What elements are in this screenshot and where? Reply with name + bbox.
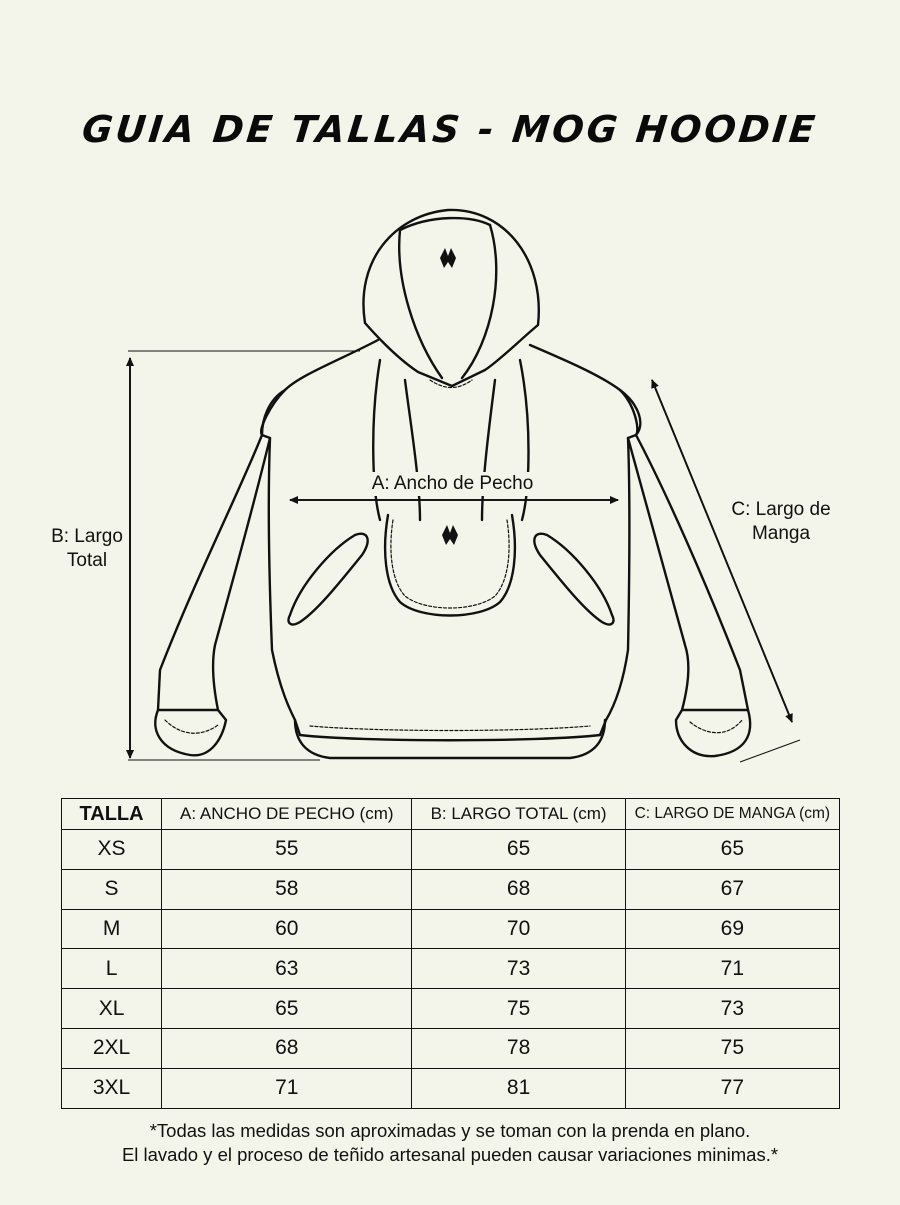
cell-chest: 65 <box>162 989 412 1029</box>
length-label-line1: B: Largo <box>51 526 123 547</box>
cell-size: M <box>62 909 162 949</box>
table-row <box>62 830 840 870</box>
cell-chest: 68 <box>162 1028 412 1068</box>
table-row <box>62 949 840 989</box>
cell-sleeve: 77 <box>625 1068 839 1108</box>
cell-chest: 58 <box>162 869 412 909</box>
table-row <box>62 909 840 949</box>
table-row <box>62 1068 840 1108</box>
kangaroo-pocket <box>385 515 515 616</box>
footnote-line2: El lavado y el proceso de teñido artesanal pueden causar variaciones minimas.* <box>121 1144 779 1165</box>
header-sleeve: C: LARGO DE MANGA (cm) <box>625 799 839 830</box>
page-title: GUIA DE TALLAS - MOG HOODIE <box>80 108 820 151</box>
cell-chest: 63 <box>162 949 412 989</box>
cell-size: XL <box>62 989 162 1029</box>
cell-length: 70 <box>412 909 625 949</box>
table-row <box>62 869 840 909</box>
footnote-line1: *Todas las medidas son aproximadas y se toman con la prenda en plano. <box>149 1120 751 1141</box>
right-pocket <box>534 534 613 625</box>
left-cuff <box>155 710 226 755</box>
cell-length: 68 <box>412 869 625 909</box>
size-table <box>61 798 840 1109</box>
cell-length: 73 <box>412 949 625 989</box>
cell-sleeve: 67 <box>625 869 839 909</box>
header-size: TALLA <box>62 799 162 830</box>
cell-size: 3XL <box>62 1068 162 1108</box>
hood-opening <box>399 225 496 378</box>
sleeve-label-line2: Manga <box>751 523 811 544</box>
cell-sleeve: 71 <box>625 949 839 989</box>
cell-size: L <box>62 949 162 989</box>
cell-chest: 71 <box>162 1068 412 1108</box>
cell-sleeve: 69 <box>625 909 839 949</box>
sleeve-label-line1: C: Largo de <box>731 499 831 520</box>
cell-chest: 55 <box>162 830 412 870</box>
left-sleeve <box>158 390 285 710</box>
cell-chest: 60 <box>162 909 412 949</box>
cell-size: XS <box>62 830 162 870</box>
header-length: B: LARGO TOTAL (cm) <box>412 799 625 830</box>
length-label-line2: Total <box>66 550 108 571</box>
left-pocket <box>288 534 367 625</box>
chest-measure-label: A: Ancho de Pecho <box>360 472 545 496</box>
cell-sleeve: 75 <box>625 1028 839 1068</box>
sleeve-measure-label <box>722 498 840 546</box>
length-measure-label <box>28 525 146 573</box>
header-chest: A: ANCHO DE PECHO (cm) <box>162 799 412 830</box>
chest-logo-icon <box>442 525 458 545</box>
cell-length: 81 <box>412 1068 625 1108</box>
hood-outline <box>363 210 538 386</box>
cell-sleeve: 65 <box>625 830 839 870</box>
cell-sleeve: 73 <box>625 989 839 1029</box>
right-sleeve <box>620 390 748 710</box>
hoodie-diagram <box>0 190 900 780</box>
table-row <box>62 989 840 1029</box>
body-outline <box>261 340 378 735</box>
cell-size: 2XL <box>62 1028 162 1068</box>
cell-length: 78 <box>412 1028 625 1068</box>
hood-logo-icon <box>440 248 456 268</box>
cell-length: 75 <box>412 989 625 1029</box>
cell-size: S <box>62 869 162 909</box>
table-row <box>62 1028 840 1068</box>
cell-length: 65 <box>412 830 625 870</box>
table-header-row <box>62 799 840 830</box>
